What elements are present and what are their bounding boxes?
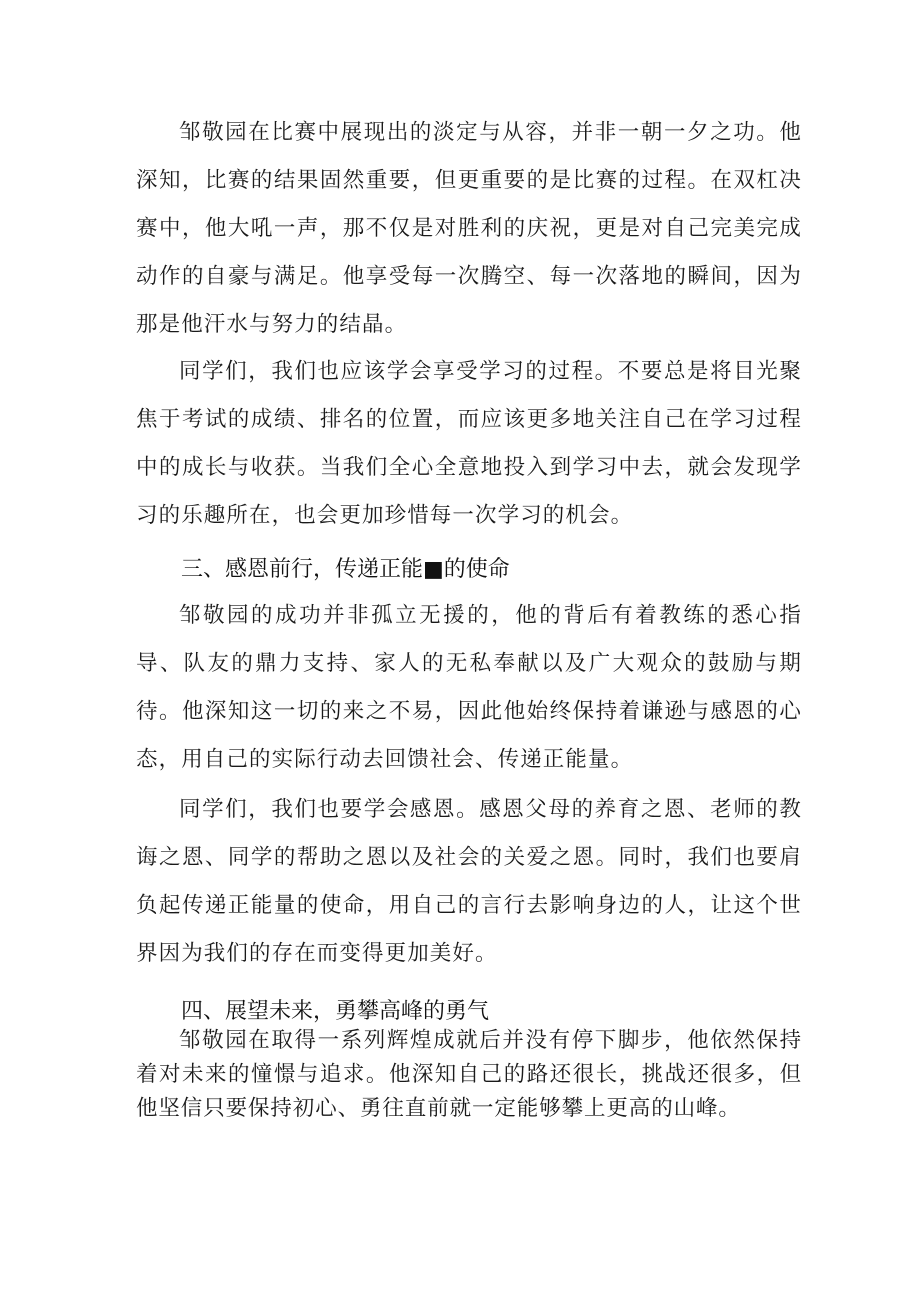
- body-paragraph: 邹敬园在比赛中展现出的淡定与从容，并非一朝一夕之功。他深知，比赛的结果固然重要，但更重要的是比赛的过程。在双杠决赛中，他大吼一声，那不仅是对胜利的庆祝，更是对自己完美完成动作的自豪与满足。他享受每一次腾空、每一次落地的瞬间，因为那是他汗水与努力的结晶。: [136, 120, 802, 337]
- body-paragraph: 同学们，我们也应该学会享受学习的过程。不要总是将目光聚焦于考试的成绩、排名的位置，而应该更多地关注自己在学习过程中的成长与收获。当我们全心全意地投入到学习中去，就会发现学习的乐趣所在，也会更加珍惜每一次学习的机会。: [136, 359, 802, 528]
- body-paragraph: 同学们，我们也要学会感恩。感恩父母的养育之恩、老师的教诲之恩、同学的帮助之恩以及社会的关爱之恩。同时，我们也要肩负起传递正能量的使命，用自己的言行去影响身边的人，让这个世界因为我们的存在而变得更加美好。: [136, 797, 802, 966]
- section-heading: 四、展望未来，勇攀高峰的勇气: [181, 999, 490, 1024]
- body-paragraph: 邹敬园的成功并非孤立无援的，他的背后有着教练的悉心指导、队友的鼎力支持、家人的无私奉献以及广大观众的鼓励与期待。他深知这一切的来之不易，因此他始终保持着谦逊与感恩的心态，用自己的实际行动去回馈社会、传递正能量。: [136, 603, 802, 772]
- section-heading: 三、感恩前行，传递正能■的使命: [181, 557, 510, 582]
- body-paragraph: 邹敬园在取得一系列辉煌成就后并没有停下脚步，他依然保持着对未来的憧憬与追求。他深知自己的路还很长，挑战还很多，但他坚信只要保持初心、勇往直前就一定能够攀上更高的山峰。: [136, 1028, 802, 1121]
